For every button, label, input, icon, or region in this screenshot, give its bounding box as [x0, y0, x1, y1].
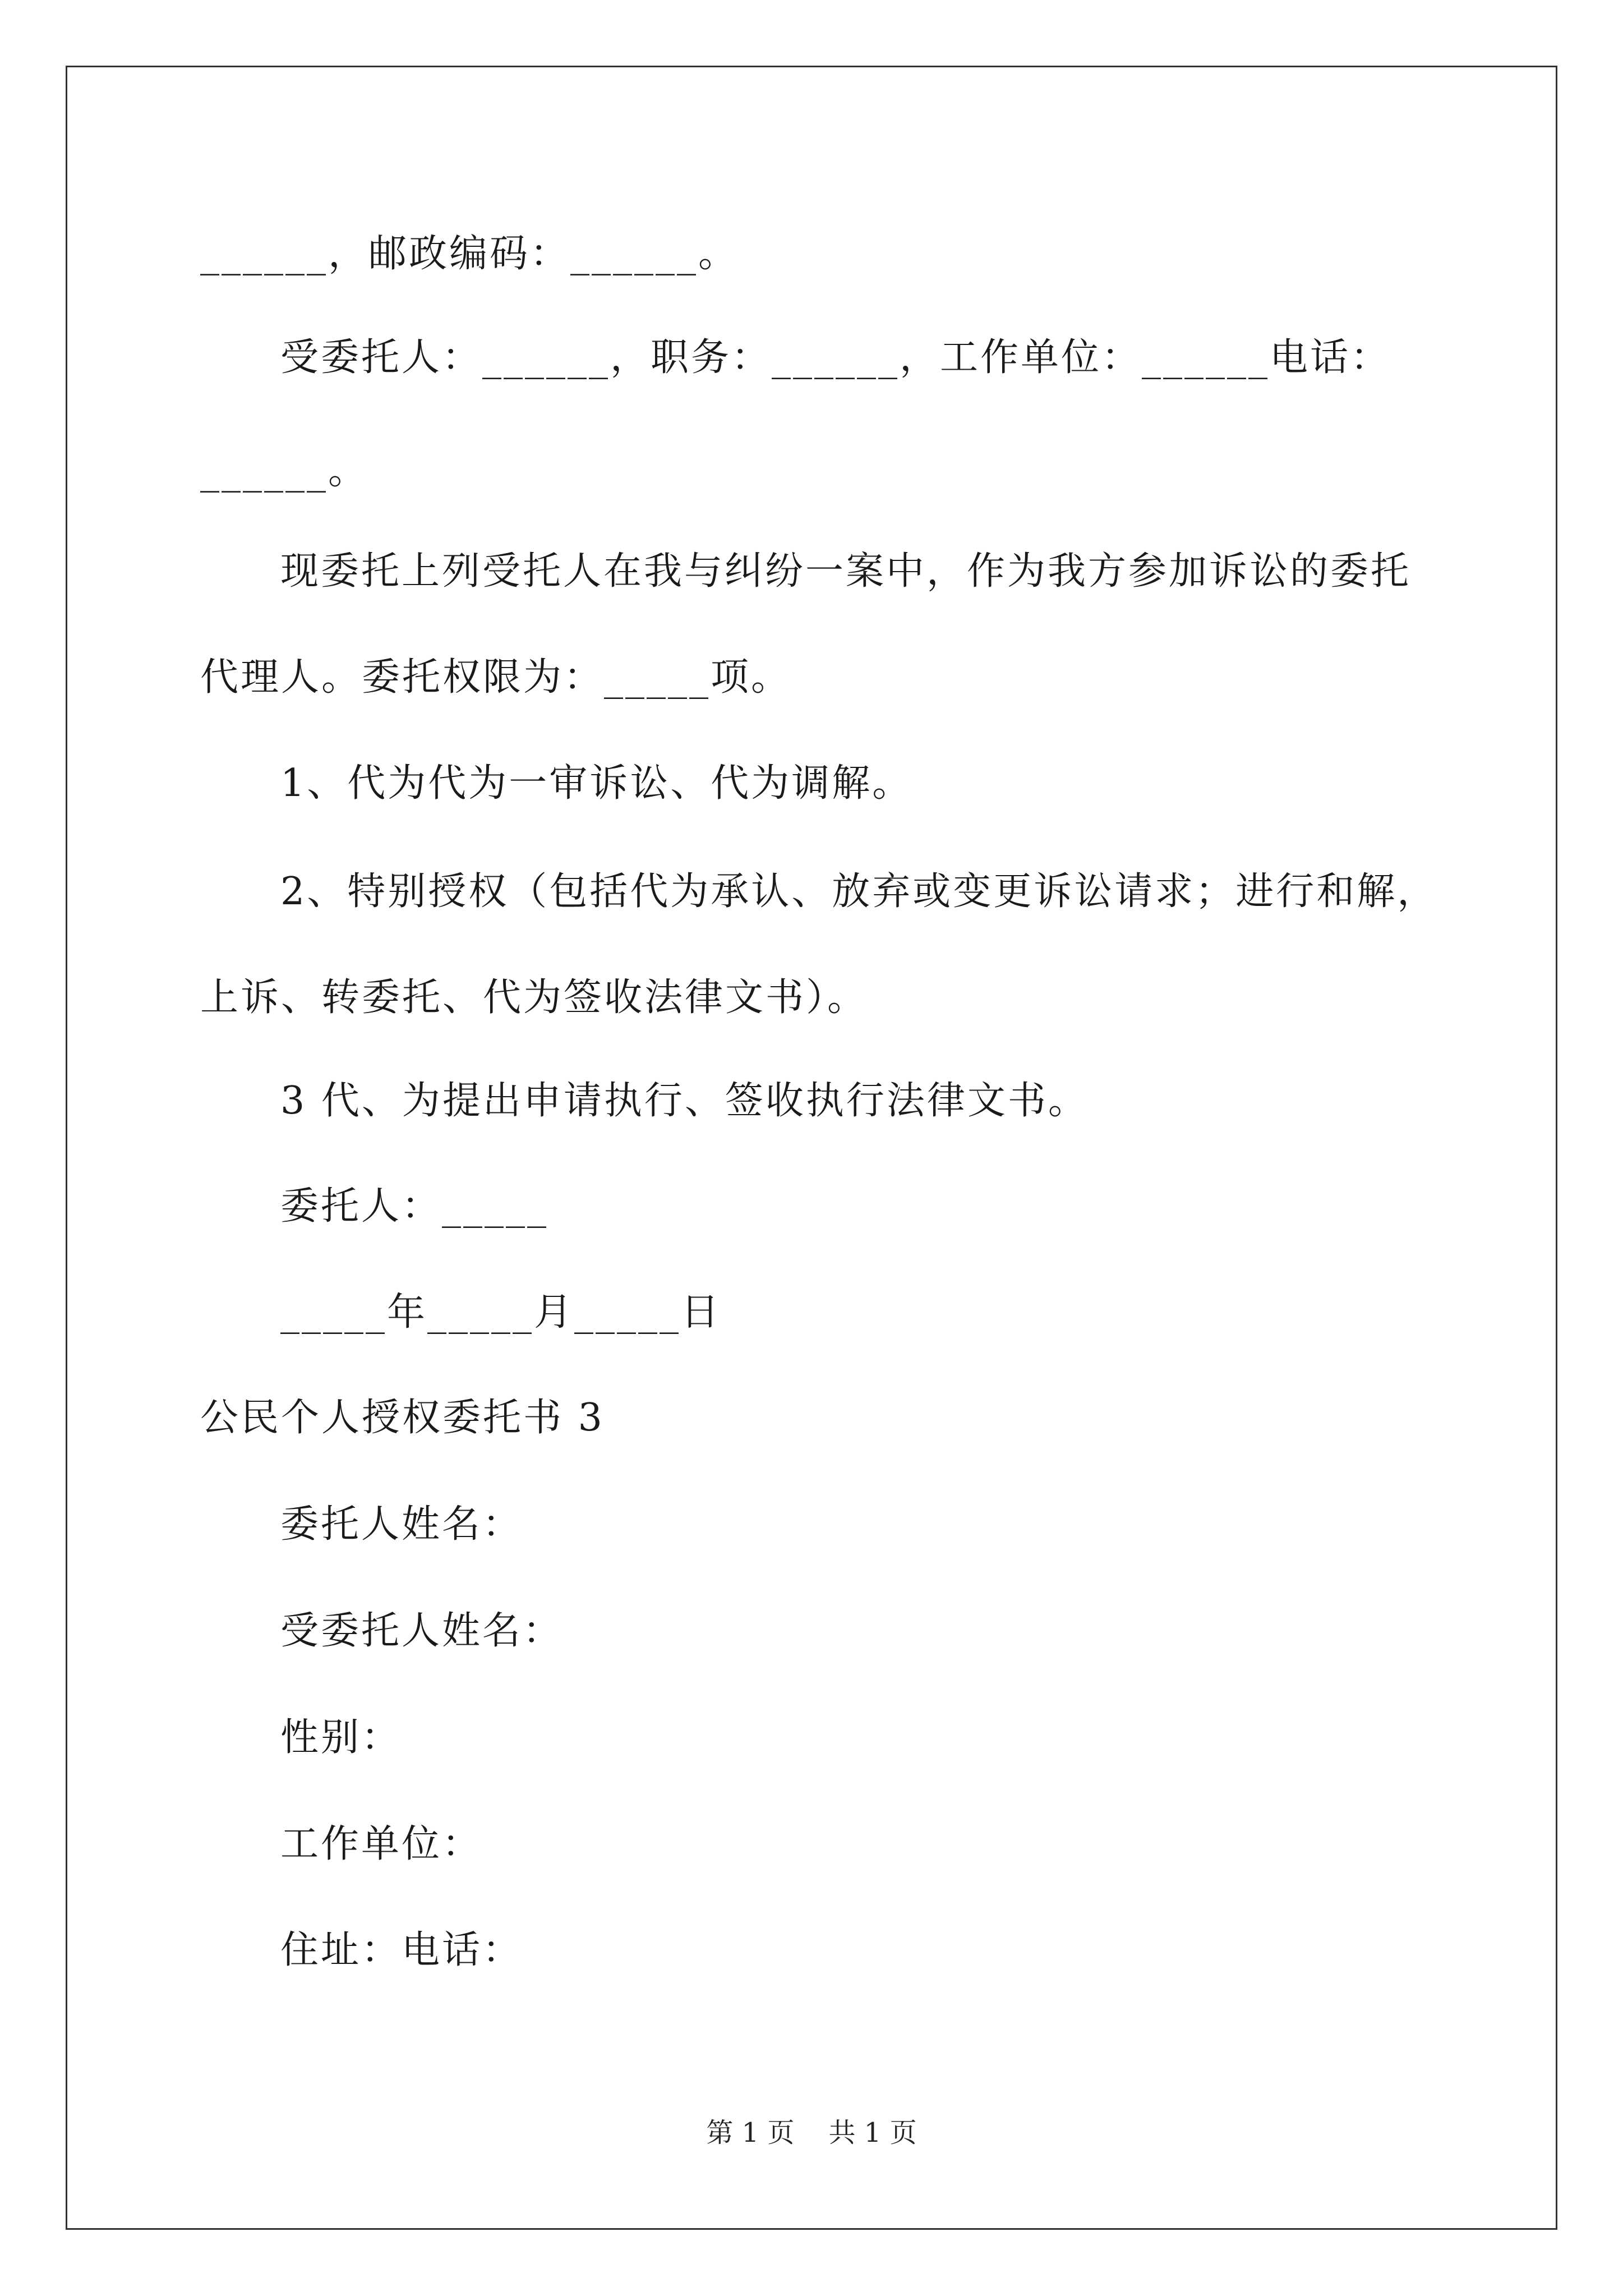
text-line-gender: 性别： — [280, 1715, 402, 1760]
text-line-postal-code: ______，邮政编码：______。 — [200, 232, 739, 276]
text-line-principal-name: 委托人姓名： — [280, 1502, 523, 1547]
page-border — [66, 66, 1557, 2230]
text-line-item-1: 1、代为代为一审诉讼、代为调解。 — [280, 761, 913, 806]
text-line-trustee-info: 受委托人：______，职务：______，工作单位：______电话： — [280, 335, 1391, 380]
text-line-phone-blank: ______。 — [200, 449, 369, 493]
text-line-trustee-name: 受委托人姓名： — [280, 1609, 564, 1653]
text-line-address-phone: 住址：电话： — [280, 1928, 523, 1972]
text-line-authority-scope: 代理人。委托权限为：_____项。 — [200, 655, 792, 700]
text-line-item-3: 3 代、为提出申请执行、签收执行法律文书。 — [280, 1079, 1089, 1123]
text-line-work-unit: 工作单位： — [280, 1822, 483, 1866]
text-line-item-2: 2、特别授权（包括代为承认、放弃或变更诉讼请求；进行和解， — [280, 869, 1438, 914]
text-line-principal-signature: 委托人：_____ — [280, 1184, 549, 1228]
section-heading: 公民个人授权委托书 3 — [200, 1396, 605, 1440]
text-line-item-2-continued: 上诉、转委托、代为签收法律文书）。 — [200, 976, 868, 1020]
text-line-entrust-statement: 现委托上列受托人在我与纠纷一案中，作为我方参加诉讼的委托 — [280, 549, 1412, 593]
text-line-date: _____年_____月_____日 — [280, 1290, 722, 1335]
page-footer: 第 1 页 共 1 页 — [706, 2117, 917, 2148]
